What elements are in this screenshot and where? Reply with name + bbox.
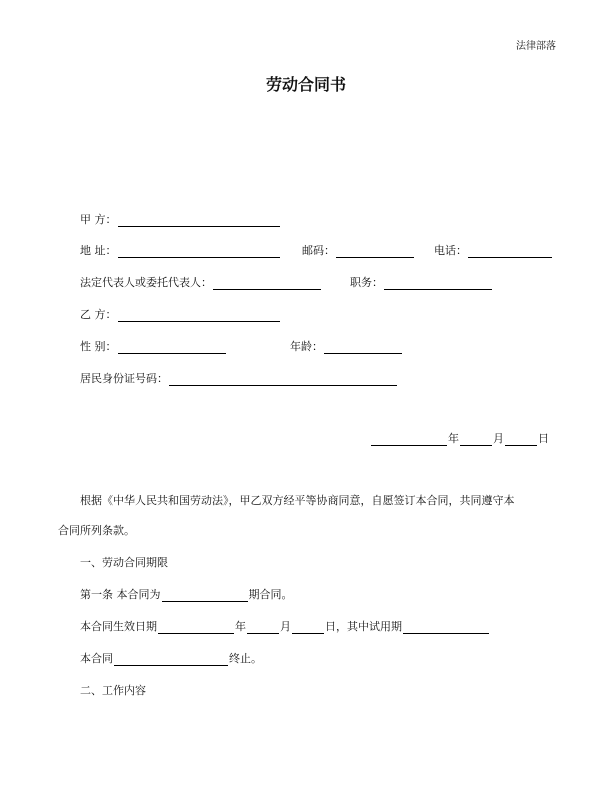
party-a-row xyxy=(80,211,281,227)
id-number-label: 居民身份证号码： xyxy=(80,372,168,385)
age-row xyxy=(290,338,403,354)
party-a-label: 甲 方： xyxy=(80,213,117,226)
date-day-label: 日 xyxy=(538,432,549,445)
article1-suffix: 期合同。 xyxy=(248,588,293,601)
section1-title: 一、劳动合同期限 xyxy=(80,556,168,569)
position-field[interactable] xyxy=(384,277,492,290)
postcode-label: 邮码： xyxy=(302,244,335,257)
end-date-field[interactable] xyxy=(114,653,228,666)
position-row xyxy=(350,274,493,290)
article1-prefix: 第一条 本合同为 xyxy=(80,588,161,601)
end-date-row xyxy=(80,650,262,666)
id-number-row xyxy=(80,370,398,386)
party-b-name-field[interactable] xyxy=(118,309,280,322)
effective-day-field[interactable] xyxy=(292,621,324,634)
header-category: 法律部落 xyxy=(516,41,556,52)
gender-label: 性 别： xyxy=(80,340,117,353)
address-label: 地 址： xyxy=(80,244,117,257)
date-year-field[interactable] xyxy=(371,433,447,446)
intro-paragraph-line2: 合同所列条款。 xyxy=(58,524,135,537)
date-month-field[interactable] xyxy=(460,433,492,446)
party-a-name-field[interactable] xyxy=(118,214,280,227)
section2-title: 二、工作内容 xyxy=(80,684,146,697)
address-field[interactable] xyxy=(118,245,280,258)
party-b-label: 乙 方： xyxy=(80,308,117,321)
contract-term-field[interactable] xyxy=(162,589,248,602)
phone-field[interactable] xyxy=(468,245,552,258)
address-row xyxy=(80,242,281,258)
representative-row xyxy=(80,274,322,290)
effective-year-label: 年 xyxy=(235,620,246,633)
date-day-field[interactable] xyxy=(505,433,537,446)
position-label: 职务： xyxy=(350,276,383,289)
date-month-label: 月 xyxy=(493,432,504,445)
article1-row xyxy=(80,586,293,602)
phone-row xyxy=(434,242,553,258)
document-title: 劳动合同书 xyxy=(265,75,346,94)
gender-field[interactable] xyxy=(118,341,226,354)
postcode-row xyxy=(302,242,415,258)
intro-paragraph-line1: 根据《中华人民共和国劳动法》，甲乙双方经平等协商同意，自愿签订本合同，共同遵守本 xyxy=(80,494,515,507)
id-number-field[interactable] xyxy=(169,373,397,386)
effective-date-row xyxy=(80,618,490,634)
representative-field[interactable] xyxy=(213,277,321,290)
effective-day-probation-label: 日，其中试用期 xyxy=(325,620,402,633)
age-field[interactable] xyxy=(324,341,402,354)
phone-label: 电话： xyxy=(434,244,467,257)
representative-label: 法定代表人或委托代表人： xyxy=(80,276,212,289)
age-label: 年龄： xyxy=(290,340,323,353)
party-b-row xyxy=(80,306,281,322)
gender-row xyxy=(80,338,227,354)
end-suffix: 终止。 xyxy=(229,652,262,665)
effective-year-field[interactable] xyxy=(158,621,234,634)
effective-month-field[interactable] xyxy=(247,621,279,634)
date-year-label: 年 xyxy=(448,432,459,445)
probation-period-field[interactable] xyxy=(403,621,489,634)
signing-date-row xyxy=(370,430,549,446)
effective-month-label: 月 xyxy=(280,620,291,633)
effective-prefix: 本合同生效日期 xyxy=(80,620,157,633)
end-prefix: 本合同 xyxy=(80,652,113,665)
postcode-field[interactable] xyxy=(336,245,414,258)
